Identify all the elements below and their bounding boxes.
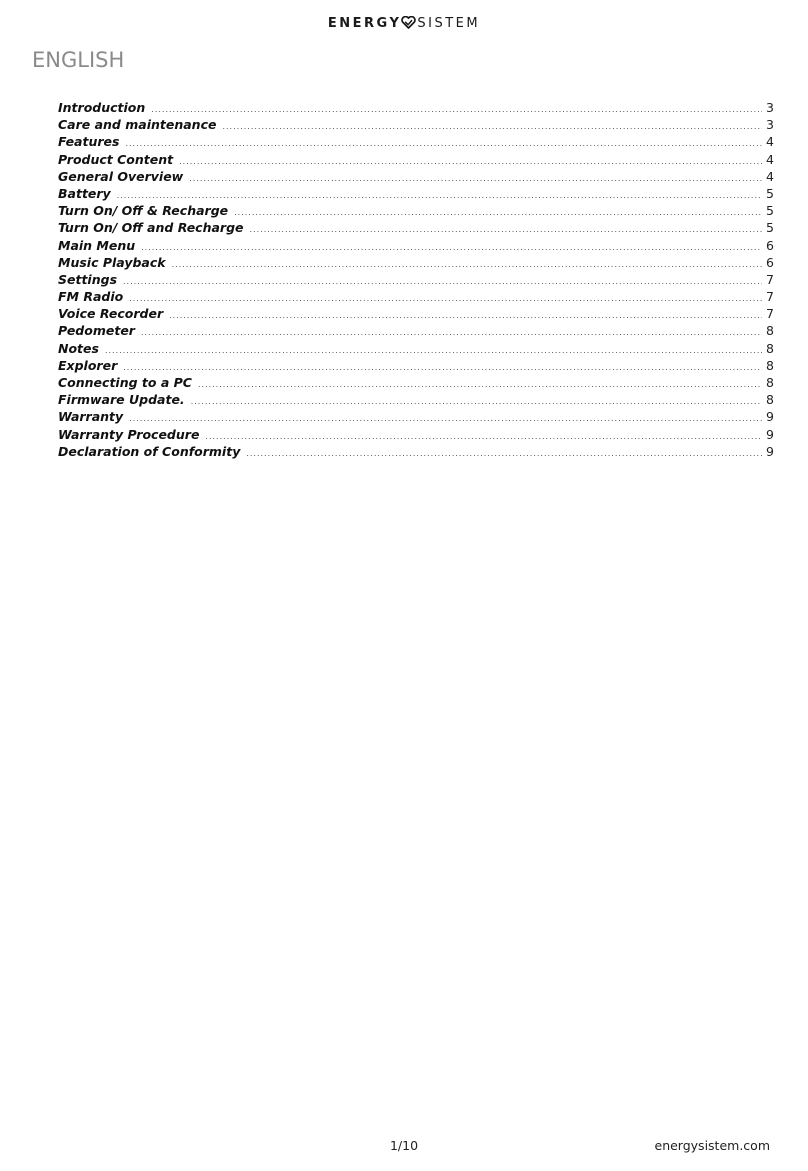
toc-entry-page: 9 [766,409,774,425]
toc-entry[interactable] [58,443,774,460]
toc-dot-leader [205,428,762,443]
toc-entry[interactable] [58,271,774,288]
toc-entry-title[interactable]: Turn On/ Off & Recharge [58,203,229,219]
toc-entry-page: 8 [766,340,774,356]
toc-entry[interactable] [58,426,774,443]
toc-entry-title[interactable]: Settings [58,271,118,287]
toc-dot-leader [234,204,762,219]
toc-entry-page: 3 [766,117,774,133]
toc-entry[interactable] [58,168,774,185]
toc-dot-leader [123,359,762,374]
toc-entry-title[interactable]: Product Content [58,151,174,167]
toc-entry[interactable] [58,254,774,271]
toc-dot-leader [198,376,762,391]
language-heading: ENGLISH [32,48,125,72]
toc-entry-page: 8 [766,375,774,390]
toc-entry[interactable] [58,408,774,425]
toc-entry-page: 9 [766,426,774,442]
toc-entry-title[interactable]: Pedometer [58,323,135,339]
toc-entry-page: 5 [766,203,774,219]
toc-entry-title[interactable]: FM Radio [58,289,124,305]
toc-entry-title[interactable]: Firmware Update. [58,392,185,408]
toc-dot-leader [141,324,762,339]
heart-check-icon [401,16,416,33]
toc-entry-page: 7 [766,306,774,322]
toc-entry[interactable] [58,357,774,374]
toc-entry-page: 4 [766,134,774,150]
toc-entry-page: 7 [766,289,774,305]
toc-entry[interactable] [58,219,774,236]
toc-entry-page: 4 [766,151,774,167]
toc-entry-title[interactable]: Connecting to a PC [58,375,192,390]
toc-entry[interactable] [58,305,774,322]
toc-entry-page: 7 [766,271,774,287]
toc-entry[interactable] [58,374,774,391]
toc-entry-title[interactable]: Warranty Procedure [58,426,200,442]
brand-name-sistem: SISTEM [417,16,481,31]
toc-dot-leader [129,410,762,425]
toc-dot-leader [172,256,762,271]
toc-entry-page: 8 [766,357,774,373]
toc-dot-leader [151,101,762,116]
page-number: 1/10 [389,1138,419,1153]
toc-entry-page: 6 [766,254,774,270]
toc-entry-title[interactable]: Warranty [58,409,124,425]
toc-dot-leader [105,342,762,357]
toc-dot-leader [179,153,762,168]
toc-entry[interactable] [58,391,774,408]
brand-logo [0,16,808,33]
toc-entry-title[interactable]: Care and maintenance [58,117,217,133]
toc-entry-page: 8 [766,392,774,408]
website-url: energysistem.com [654,1138,770,1153]
brand-name-energy: ENERGY [327,16,402,31]
toc-entry[interactable] [58,151,774,168]
toc-entry-page: 5 [766,185,774,201]
toc-dot-leader [250,221,763,236]
toc-entry-title[interactable]: Introduction [58,100,146,115]
toc-dot-leader [141,239,762,254]
toc-entry-page: 5 [766,220,774,236]
toc-dot-leader [222,118,762,133]
toc-entry-title[interactable]: Notes [58,340,99,356]
toc-dot-leader [117,187,762,202]
toc-entry-title[interactable]: Main Menu [58,237,136,253]
toc-dot-leader [246,445,762,460]
toc-entry-title[interactable]: General Overview [58,168,184,184]
toc-entry[interactable] [58,340,774,357]
toc-entry-page: 6 [766,237,774,253]
toc-entry-title[interactable]: Music Playback [58,254,166,270]
toc-entry[interactable] [58,116,774,133]
toc-entry[interactable] [58,202,774,219]
toc-entry-page: 9 [766,443,774,459]
toc-entry[interactable] [58,322,774,339]
toc-entry[interactable] [58,288,774,305]
toc-entry-title[interactable]: Turn On/ Off and Recharge [58,220,244,236]
toc-dot-leader [125,135,762,150]
toc-entry-title[interactable]: Explorer [58,357,118,373]
toc-entry-page: 8 [766,323,774,339]
toc-entry-title[interactable]: Features [58,134,120,150]
toc-dot-leader [169,307,762,322]
toc-entry-title[interactable]: Voice Recorder [58,306,164,322]
toc-entry-title[interactable]: Declaration of Conformity [58,443,241,459]
toc-entry[interactable] [58,185,774,202]
toc-dot-leader [191,393,762,408]
table-of-contents [58,99,774,460]
toc-entry-page: 4 [766,168,774,184]
toc-entry[interactable] [58,237,774,254]
toc-dot-leader [189,170,762,185]
toc-entry[interactable] [58,133,774,150]
toc-dot-leader [123,273,762,288]
toc-entry-title[interactable]: Battery [58,185,111,201]
toc-entry[interactable] [58,99,774,116]
toc-dot-leader [129,290,762,305]
toc-entry-page: 3 [766,100,774,115]
